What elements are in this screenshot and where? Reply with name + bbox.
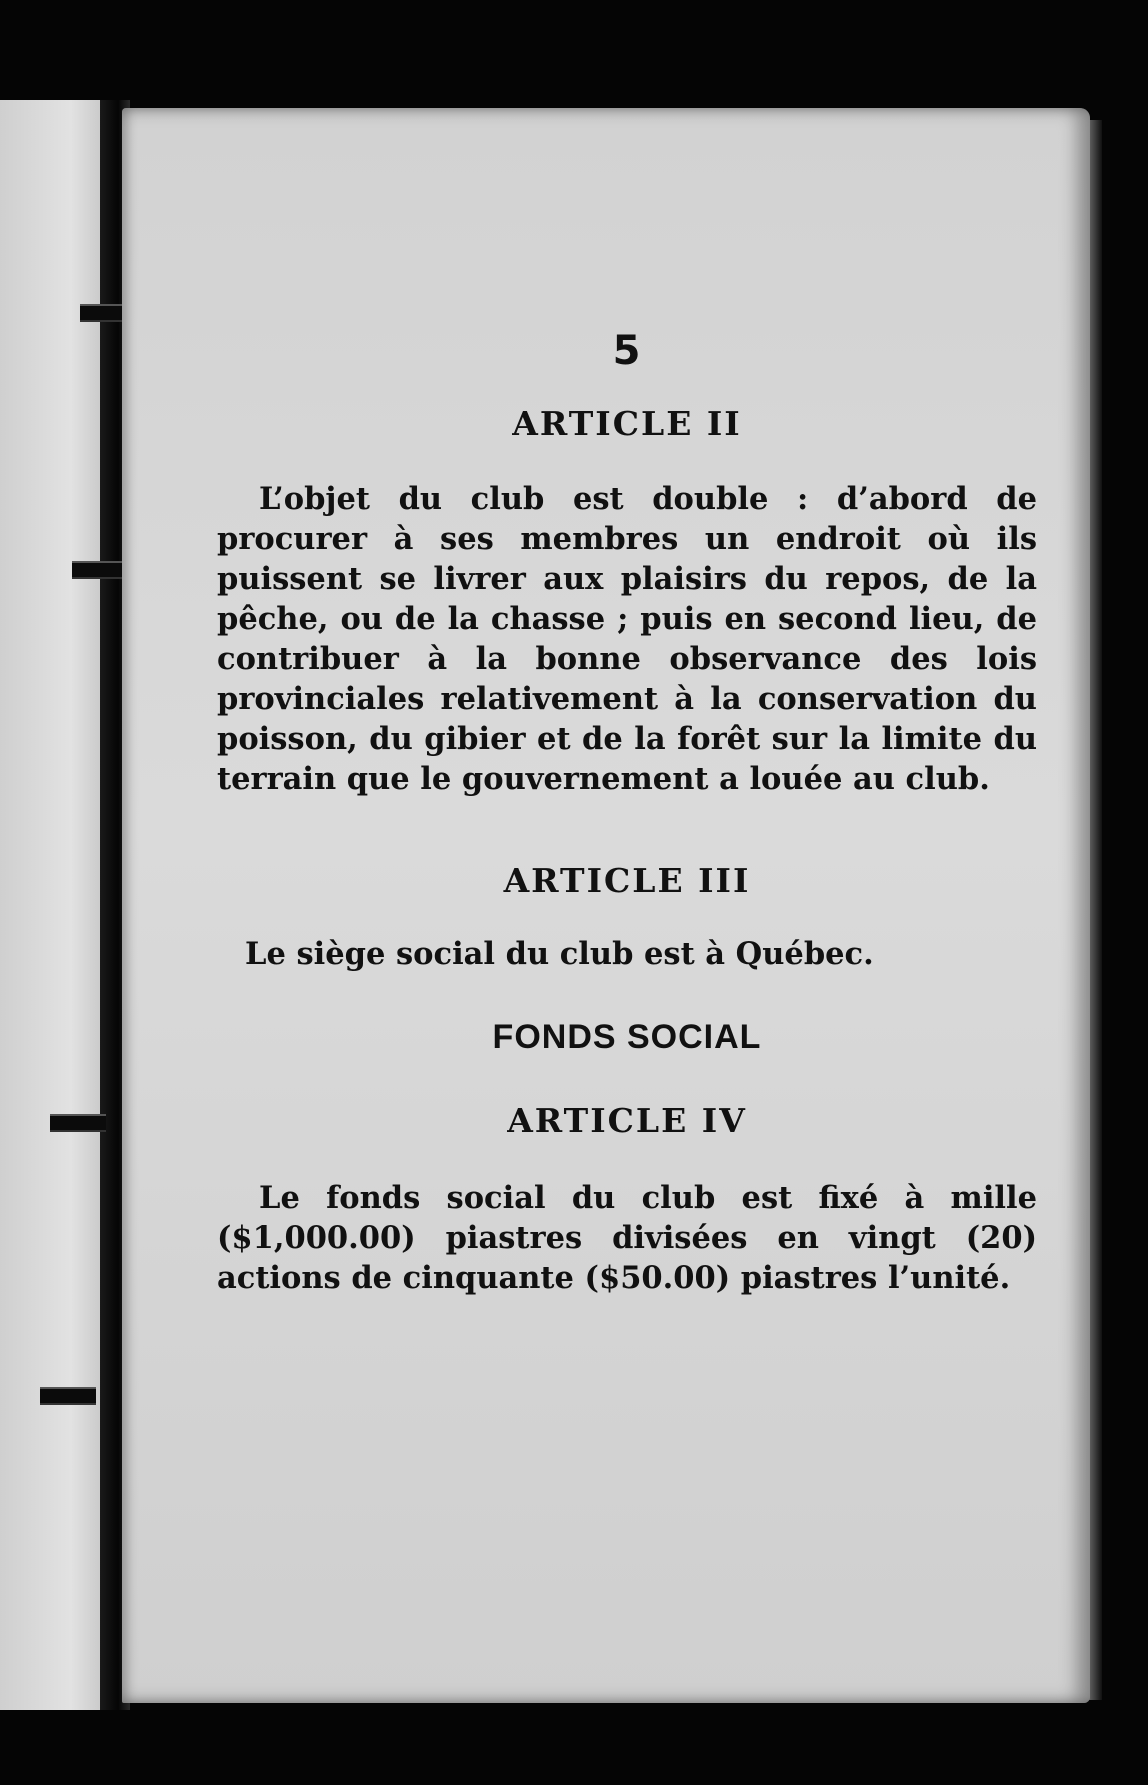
article-2-heading: ARTICLE II [512, 404, 742, 443]
article-3-heading: ARTICLE III [503, 861, 751, 900]
article-3-text: Le siège social du club est à Québec. [245, 936, 874, 972]
fonds-social-title: FONDS SOCIAL [492, 1018, 762, 1056]
article-4-text: Le fonds social du club est fixé à mille ($1,000.00) piastres divisées en vingt (20) actions de cinquante ($50.00) piastres l’unité. [217, 1180, 1037, 1296]
page-number: 5 [612, 328, 642, 374]
article-2-text: L’objet du club est double : d’abord de procurer à ses membres un endroit où ils puissent se livrer aux plaisirs du repos, de la pêche, ou de la chasse ; puis en second lieu, de contribuer à la bonne observance des lois provinciales relativement à la conservation du poisson, du gibier et de la forêt sur la limite du terrain que le gouvernement a louée au club. [217, 481, 1037, 797]
article-4-heading: ARTICLE IV [507, 1101, 747, 1140]
binding-staple [40, 1387, 96, 1405]
page-content [217, 328, 1037, 1298]
binding-staple [72, 561, 128, 579]
book-page [122, 108, 1090, 1703]
binding-staple [50, 1114, 106, 1132]
